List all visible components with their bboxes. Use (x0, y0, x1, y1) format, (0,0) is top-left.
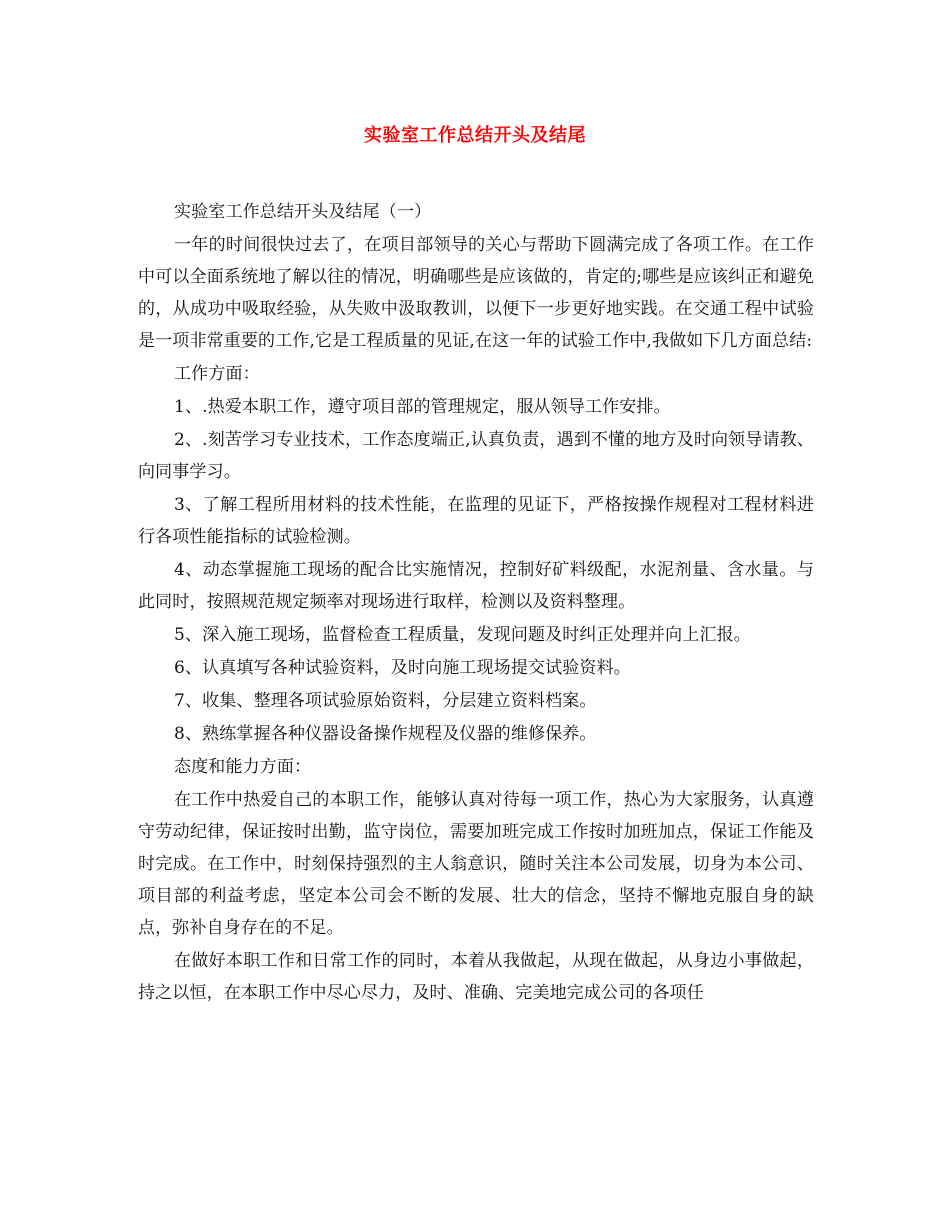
list-item-4: 4、动态掌握施工现场的配合比实施情况，控制好矿料级配，水泥剂量、含水量。与此同时，按照规范规定频率对现场进行取样，检测以及资料整理。 (138, 560, 814, 612)
list-item-7: 7、收集、整理各项试验原始资料，分层建立资料档案。 (174, 691, 597, 711)
paragraph-attitude: 在工作中热爱自己的本职工作，能够认真对待每一项工作，热心为大家服务，认真遵守劳动纪律，保证按时出勤，监守岗位，需要加班完成工作按时加班加点，保证工作能及时完成。在工作中，时刻保持强烈的主人翁意识，随时关注本公司发展，切身为本公司、项目部的利益考虑，坚定本公司会不断的发展、壮大的信念，坚持不懈地克服自身的缺点，弥补自身存在的不足。 (138, 790, 814, 938)
paragraph-intro: 一年的时间很快过去了，在项目部领导的关心与帮助下圆满完成了各项工作。在工作中可以全面系统地了解以往的情况，明确哪些是应该做的，肯定的;哪些是应该纠正和避免的，从成功中吸取经验，从失败中汲取教训，以便下一步更好地实践。在交通工程中试验是一项非常重要的工作,它是工程质量的见证,在这一年的试验工作中,我做如下几方面总结: (138, 235, 814, 351)
list-item-1: 1、.热爱本职工作，遵守项目部的管理规定，服从领导工作安排。 (174, 397, 671, 417)
list-item-2: 2、.刻苦学习专业技术，工作态度端正,认真负责，遇到不懂的地方及时向领导请教、向同事学习。 (138, 430, 814, 482)
paragraph-daily-work: 在做好本职工作和日常工作的同时，本着从我做起，从现在做起，从身边小事做起，持之以恒，在本职工作中尽心尽力，及时、准确、完美地完成公司的各项任 (138, 951, 814, 1003)
subheading-attitude: 态度和能力方面： (174, 757, 312, 777)
list-item-5: 5、深入施工现场，监督检查工程质量，发现问题及时纠正处理并向上汇报。 (174, 625, 751, 645)
list-item-3: 3、了解工程所用材料的技术性能，在监理的见证下，严格按操作规程对工程材料进行各项性能指标的试验检测。 (138, 495, 814, 547)
list-item-6: 6、认真填写各种试验资料，及时向施工现场提交试验资料。 (174, 658, 631, 678)
section-heading: 实验室工作总结开头及结尾（一） (174, 202, 432, 222)
subheading-work: 工作方面： (174, 364, 260, 384)
document-body (138, 196, 814, 1010)
list-item-8: 8、熟练掌握各种仪器设备操作规程及仪器的维修保养。 (174, 724, 597, 744)
document-title: 实验室工作总结开头及结尾 (364, 125, 586, 146)
